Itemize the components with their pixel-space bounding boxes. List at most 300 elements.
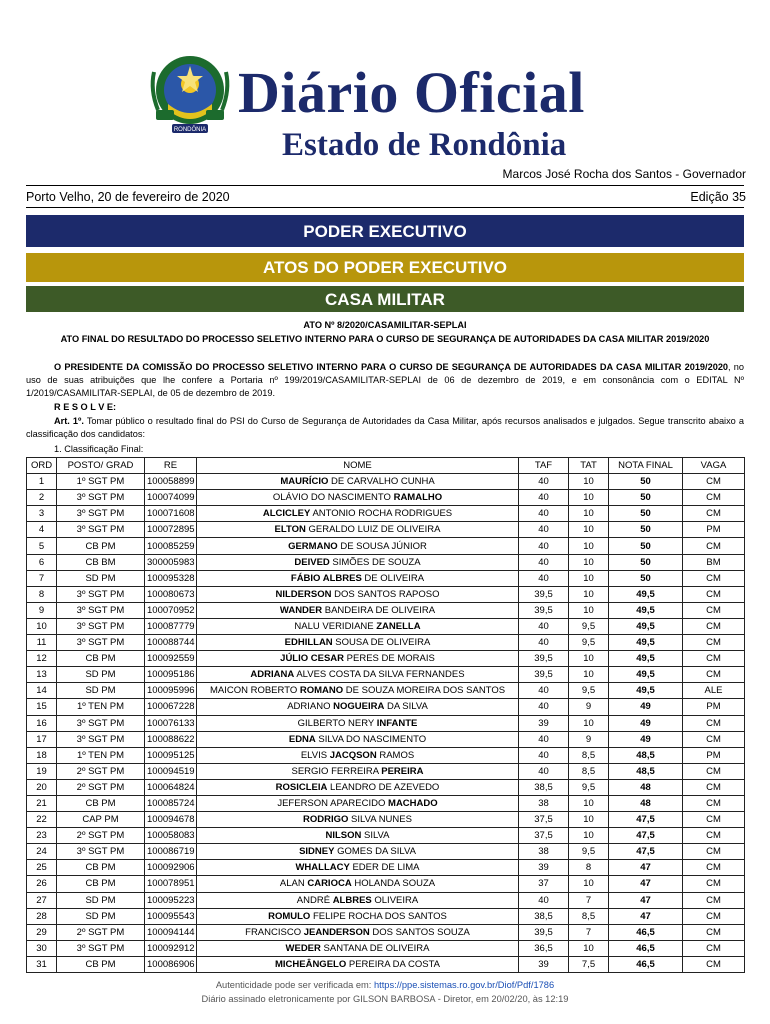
cell-tat: 10	[569, 554, 609, 570]
cell-final: 49,5	[609, 635, 683, 651]
cell-re: 100095186	[145, 667, 197, 683]
name-part-post: DE OLIVEIRA	[361, 572, 425, 584]
act-heading: ATO FINAL DO RESULTADO DO PROCESSO SELETIVO INTERNO PARA O CURSO DE SEGURANÇA DE AUTORIDADES DA CASA MILITAR 2019/2020	[60, 334, 710, 344]
cell-grad: 2º SGT PM	[57, 763, 145, 779]
cell-ord: 11	[27, 635, 57, 651]
cell-grad: 2º SGT PM	[57, 924, 145, 940]
cell-taf: 39	[519, 715, 569, 731]
cell-taf: 40	[519, 731, 569, 747]
cell-final: 49,5	[609, 586, 683, 602]
cell-name	[197, 763, 519, 779]
state-coat-of-arms-icon	[146, 52, 234, 144]
cell-name	[197, 522, 519, 538]
cell-tat: 10	[569, 490, 609, 506]
name-part-bold: ADRIANA	[250, 669, 295, 681]
cell-ord: 24	[27, 844, 57, 860]
cell-grad: 3º SGT PM	[57, 506, 145, 522]
name-part-pre: ANDRÉ	[296, 894, 333, 906]
name-part-bold: ROMANO	[299, 685, 344, 697]
cell-re: 100086719	[145, 844, 197, 860]
name-part-bold: INFANTE	[376, 717, 418, 729]
cell-re: 100071608	[145, 506, 197, 522]
cell-final: 49,5	[609, 618, 683, 634]
header-rule-bottom	[26, 207, 744, 208]
section-band-house: CASA MILITAR	[26, 286, 744, 312]
cell-name	[197, 490, 519, 506]
table-row	[27, 683, 745, 699]
cell-taf: 40	[519, 892, 569, 908]
cell-final: 50	[609, 490, 683, 506]
cell-re: 100095125	[145, 747, 197, 763]
cell-taf: 39,5	[519, 924, 569, 940]
cell-re: 100058083	[145, 828, 197, 844]
table-row	[27, 667, 745, 683]
cell-tat: 10	[569, 651, 609, 667]
cell-tat: 10	[569, 715, 609, 731]
cell-re: 100095223	[145, 892, 197, 908]
cell-grad: 3º SGT PM	[57, 522, 145, 538]
cell-vaga: CM	[683, 956, 745, 972]
name-part-post: ANTONIO ROCHA RODRIGUES	[310, 508, 453, 520]
cell-re: 100094144	[145, 924, 197, 940]
cell-ord: 31	[27, 956, 57, 972]
name-part-pre: ADRIANO	[287, 701, 334, 713]
cell-grad: 3º SGT PM	[57, 940, 145, 956]
cell-taf: 37,5	[519, 828, 569, 844]
header-rule	[26, 185, 744, 186]
cell-tat: 8,5	[569, 747, 609, 763]
name-part-pre: FRANCISCO	[245, 926, 304, 938]
cell-vaga: CM	[683, 651, 745, 667]
name-part-post: DA SILVA	[384, 701, 428, 713]
cell-re: 100094678	[145, 812, 197, 828]
article-label: Art. 1º.	[54, 416, 84, 426]
cell-taf: 40	[519, 683, 569, 699]
cell-name	[197, 506, 519, 522]
newspaper-title: Diário Oficial	[238, 60, 585, 125]
name-part-bold: SIDNEY	[299, 846, 335, 858]
classification-item: 1. Classificação Final:	[54, 444, 144, 454]
col-header-name: NOME	[197, 458, 519, 474]
cell-re: 100085259	[145, 538, 197, 554]
name-part-bold: RAMALHO	[393, 492, 443, 504]
cell-name	[197, 795, 519, 811]
table-row	[27, 828, 745, 844]
cell-tat: 9,5	[569, 618, 609, 634]
cell-taf: 39,5	[519, 586, 569, 602]
name-part-bold: EDHILLAN	[284, 637, 333, 649]
cell-grad: CB PM	[57, 876, 145, 892]
name-part-pre: GILBERTO NERY	[297, 717, 377, 729]
cell-name	[197, 924, 519, 940]
name-part-bold: DEIVED	[294, 556, 330, 568]
cell-re: 100088622	[145, 731, 197, 747]
cell-ord: 17	[27, 731, 57, 747]
table-row	[27, 618, 745, 634]
cell-grad: SD PM	[57, 683, 145, 699]
name-part-bold: ALBRES	[332, 894, 372, 906]
cell-tat: 10	[569, 570, 609, 586]
newspaper-subtitle: Estado de Rondônia	[282, 127, 567, 163]
table-row	[27, 763, 745, 779]
table-row	[27, 940, 745, 956]
cell-ord: 21	[27, 795, 57, 811]
name-part-post: SANTANA DE OLIVEIRA	[320, 942, 430, 954]
cell-grad: 2º SGT PM	[57, 828, 145, 844]
cell-name	[197, 956, 519, 972]
col-header-ord: ORD	[27, 458, 57, 474]
table-row	[27, 715, 745, 731]
table-row	[27, 956, 745, 972]
name-part-pre: JEFERSON APARECIDO	[277, 798, 389, 810]
cell-final: 50	[609, 474, 683, 490]
cell-grad: 1º TEN PM	[57, 699, 145, 715]
table-row	[27, 812, 745, 828]
name-part-bold: MICHEÂNGELO	[274, 958, 347, 970]
cell-final: 46,5	[609, 940, 683, 956]
name-part-pre: ALAN	[279, 878, 308, 890]
cell-grad: SD PM	[57, 892, 145, 908]
cell-name	[197, 715, 519, 731]
cell-vaga: PM	[683, 747, 745, 763]
name-part-post: DOS SANTOS SOUZA	[369, 926, 470, 938]
cell-name	[197, 651, 519, 667]
table-row	[27, 699, 745, 715]
cell-taf: 38	[519, 844, 569, 860]
cell-tat: 10	[569, 538, 609, 554]
table-row	[27, 602, 745, 618]
article-text: Tomar público o resultado final do PSI do Curso de Segurança de Autoridades da Casa Militar, após recursos analisados e julgados. Segue transcrito abaixo a classificação dos candidatos:	[26, 416, 744, 440]
cell-grad: CB PM	[57, 795, 145, 811]
cell-final: 49,5	[609, 667, 683, 683]
cell-final: 47,5	[609, 828, 683, 844]
name-part-post: SILVA	[361, 830, 390, 842]
authenticity-note	[0, 980, 770, 990]
cell-re: 100092559	[145, 651, 197, 667]
cell-final: 47	[609, 892, 683, 908]
name-part-post: DE SOUZA MOREIRA DOS SANTOS	[343, 685, 506, 697]
cell-final: 47	[609, 908, 683, 924]
cell-taf: 38,5	[519, 779, 569, 795]
cell-final: 50	[609, 522, 683, 538]
table-row	[27, 795, 745, 811]
cell-taf: 39,5	[519, 602, 569, 618]
section-band-acts: ATOS DO PODER EXECUTIVO	[26, 253, 744, 282]
name-part-bold: MACHADO	[388, 798, 438, 810]
cell-re: 100058899	[145, 474, 197, 490]
cell-tat: 10	[569, 506, 609, 522]
cell-re: 100072895	[145, 522, 197, 538]
cell-vaga: CM	[683, 908, 745, 924]
cell-ord: 7	[27, 570, 57, 586]
cell-final: 49	[609, 731, 683, 747]
table-row	[27, 860, 745, 876]
col-header-final: NOTA FINAL	[609, 458, 683, 474]
cell-final: 47,5	[609, 844, 683, 860]
cell-name	[197, 667, 519, 683]
cell-grad: 3º SGT PM	[57, 602, 145, 618]
cell-grad: SD PM	[57, 667, 145, 683]
cell-vaga: CM	[683, 474, 745, 490]
cell-vaga: CM	[683, 876, 745, 892]
name-part-post: SILVA NUNES	[348, 814, 412, 826]
cell-ord: 1	[27, 474, 57, 490]
cell-name	[197, 683, 519, 699]
table-row	[27, 892, 745, 908]
cell-ord: 23	[27, 828, 57, 844]
cell-vaga: CM	[683, 763, 745, 779]
cell-tat: 9	[569, 731, 609, 747]
table-row	[27, 908, 745, 924]
name-part-bold: JÚLIO CESAR	[280, 653, 345, 665]
cell-re: 100095543	[145, 908, 197, 924]
cell-tat: 10	[569, 602, 609, 618]
act-preamble	[26, 361, 744, 401]
signature-note: Diário assinado eletronicamente por GILSON BARBOSA - Diretor, em 20/02/20, às 12:19	[201, 994, 569, 1004]
cell-taf: 40	[519, 699, 569, 715]
cell-vaga: CM	[683, 844, 745, 860]
cell-taf: 39	[519, 860, 569, 876]
cell-name	[197, 908, 519, 924]
cell-name	[197, 828, 519, 844]
name-part-bold: JACQSON	[329, 749, 377, 761]
cell-tat: 10	[569, 940, 609, 956]
cell-ord: 29	[27, 924, 57, 940]
cell-vaga: CM	[683, 506, 745, 522]
cell-re: 100092912	[145, 940, 197, 956]
cell-vaga: CM	[683, 924, 745, 940]
cell-vaga: BM	[683, 554, 745, 570]
table-row	[27, 554, 745, 570]
cell-name	[197, 860, 519, 876]
name-part-bold: ELTON	[274, 524, 306, 536]
cell-ord: 19	[27, 763, 57, 779]
table-row	[27, 635, 745, 651]
cell-tat: 9,5	[569, 635, 609, 651]
cell-final: 49	[609, 715, 683, 731]
name-part-bold: WEDER	[285, 942, 321, 954]
preamble-bold: O PRESIDENTE DA COMISSÃO DO PROCESSO SELETIVO INTERNO PARA O CURSO DE SEGURANÇA DE AUTORIDADES DA CASA MILITAR 2019/2020	[54, 362, 729, 372]
cell-final: 47,5	[609, 812, 683, 828]
cell-tat: 8	[569, 860, 609, 876]
cell-re: 100092906	[145, 860, 197, 876]
cell-grad: 3º SGT PM	[57, 490, 145, 506]
cell-grad: CB PM	[57, 860, 145, 876]
cell-name	[197, 699, 519, 715]
cell-taf: 39,5	[519, 667, 569, 683]
classification-table	[26, 457, 745, 973]
table-row	[27, 844, 745, 860]
cell-vaga: CM	[683, 828, 745, 844]
cell-tat: 10	[569, 812, 609, 828]
cell-vaga: CM	[683, 635, 745, 651]
name-part-bold: WANDER	[279, 604, 323, 616]
cell-name	[197, 747, 519, 763]
cell-vaga: CM	[683, 940, 745, 956]
cell-re: 300005983	[145, 554, 197, 570]
cell-grad: 1º SGT PM	[57, 474, 145, 490]
name-part-bold: NILDERSON	[275, 588, 332, 600]
cell-ord: 30	[27, 940, 57, 956]
name-part-bold: RODRIGO	[303, 814, 349, 826]
cell-vaga: CM	[683, 892, 745, 908]
cell-taf: 40	[519, 506, 569, 522]
table-header-row	[27, 458, 745, 474]
cell-ord: 13	[27, 667, 57, 683]
cell-taf: 37	[519, 876, 569, 892]
cell-vaga: CM	[683, 779, 745, 795]
cell-grad: 2º SGT PM	[57, 779, 145, 795]
cell-vaga: CM	[683, 860, 745, 876]
cell-grad: CB BM	[57, 554, 145, 570]
cell-re: 100095996	[145, 683, 197, 699]
cell-re: 100087779	[145, 618, 197, 634]
cell-vaga: CM	[683, 731, 745, 747]
cell-tat: 7	[569, 924, 609, 940]
cell-taf: 40	[519, 763, 569, 779]
cell-name	[197, 554, 519, 570]
cell-tat: 10	[569, 667, 609, 683]
name-part-post: DOS SANTOS RAPOSO	[331, 588, 440, 600]
cell-name	[197, 892, 519, 908]
col-header-grad: POSTO/ GRAD	[57, 458, 145, 474]
resolve-label: R E S O L V E:	[54, 402, 117, 412]
cell-taf: 38	[519, 795, 569, 811]
preamble-text: , no uso de suas atribuições que lhe confere a Portaria nº 199/2019/CASAMILITAR-SEPLAI de 06 de dezembro de 2019, e em consonância com o EDITAL Nº 1/2019/CASAMILITAR-SEPLAI, de 05 de dezembro de 2019.	[26, 362, 745, 399]
cell-re: 100080673	[145, 586, 197, 602]
name-part-bold: MAURÍCIO	[280, 476, 329, 488]
cell-ord: 20	[27, 779, 57, 795]
cell-final: 46,5	[609, 924, 683, 940]
cell-tat: 10	[569, 586, 609, 602]
name-part-pre: ELVIS	[300, 749, 330, 761]
cell-ord: 22	[27, 812, 57, 828]
name-part-bold: NILSON	[325, 830, 362, 842]
name-part-post: PERES DE MORAIS	[344, 653, 435, 665]
cell-vaga: PM	[683, 699, 745, 715]
table-row	[27, 490, 745, 506]
cell-final: 49	[609, 699, 683, 715]
cell-final: 48	[609, 779, 683, 795]
name-part-post: RAMOS	[376, 749, 415, 761]
name-part-post: DE SOUSA JÚNIOR	[337, 540, 427, 552]
cell-taf: 38,5	[519, 908, 569, 924]
cell-tat: 8,5	[569, 763, 609, 779]
table-row	[27, 506, 745, 522]
cell-ord: 18	[27, 747, 57, 763]
cell-taf: 40	[519, 618, 569, 634]
name-part-post: EDER DE LIMA	[349, 862, 420, 874]
cell-ord: 10	[27, 618, 57, 634]
authenticity-prefix: Autenticidade pode ser verificada em:	[215, 980, 374, 990]
name-part-bold: NOGUEIRA	[333, 701, 385, 713]
cell-grad: SD PM	[57, 570, 145, 586]
cell-vaga: PM	[683, 522, 745, 538]
cell-taf: 36,5	[519, 940, 569, 956]
cell-name	[197, 474, 519, 490]
name-part-post: GOMES DA SILVA	[334, 846, 416, 858]
cell-grad: 1º TEN PM	[57, 747, 145, 763]
name-part-post: GERALDO LUIZ DE OLIVEIRA	[305, 524, 441, 536]
cell-grad: 3º SGT PM	[57, 844, 145, 860]
cell-vaga: CM	[683, 538, 745, 554]
cell-tat: 10	[569, 795, 609, 811]
cell-vaga: ALE	[683, 683, 745, 699]
cell-grad: 3º SGT PM	[57, 618, 145, 634]
cell-final: 50	[609, 506, 683, 522]
name-part-pre: NALU VERIDIANE	[294, 620, 377, 632]
cell-tat: 7	[569, 892, 609, 908]
cell-ord: 27	[27, 892, 57, 908]
name-part-post: SILVA DO NASCIMENTO	[315, 733, 427, 745]
name-part-bold: ZANELLA	[376, 620, 421, 632]
name-part-bold: GERMANO	[288, 540, 338, 552]
cell-re: 100095328	[145, 570, 197, 586]
table-row	[27, 876, 745, 892]
cell-re: 100086906	[145, 956, 197, 972]
cell-ord: 8	[27, 586, 57, 602]
authenticity-link[interactable]: https://ppe.sistemas.ro.gov.br/Diof/Pdf/1786	[373, 980, 555, 990]
cell-tat: 9,5	[569, 844, 609, 860]
name-part-pre: OLÁVIO DO NASCIMENTO	[272, 492, 394, 504]
cell-vaga: CM	[683, 570, 745, 586]
cell-re: 100088744	[145, 635, 197, 651]
name-part-post: LEANDRO DE AZEVEDO	[327, 781, 440, 793]
cell-taf: 39	[519, 956, 569, 972]
cell-taf: 40	[519, 747, 569, 763]
col-header-re: RE	[145, 458, 197, 474]
table-row	[27, 586, 745, 602]
cell-grad: SD PM	[57, 908, 145, 924]
name-part-bold: ROSICLEIA	[275, 781, 328, 793]
cell-ord: 3	[27, 506, 57, 522]
cell-taf: 40	[519, 570, 569, 586]
cell-final: 48	[609, 795, 683, 811]
cell-final: 50	[609, 570, 683, 586]
cell-grad: 3º SGT PM	[57, 731, 145, 747]
name-part-bold: JEANDERSON	[303, 926, 370, 938]
cell-taf: 40	[519, 490, 569, 506]
cell-ord: 16	[27, 715, 57, 731]
cell-vaga: CM	[683, 812, 745, 828]
cell-grad: CB PM	[57, 538, 145, 554]
cell-re: 100067228	[145, 699, 197, 715]
name-part-bold: ALCICLEY	[262, 508, 311, 520]
cell-re: 100064824	[145, 779, 197, 795]
cell-name	[197, 635, 519, 651]
svg-text:RONDÔNIA: RONDÔNIA	[173, 127, 207, 133]
name-part-post: HOLANDA SOUZA	[351, 878, 436, 890]
cell-vaga: CM	[683, 618, 745, 634]
cell-grad: CB PM	[57, 956, 145, 972]
cell-final: 48,5	[609, 747, 683, 763]
name-part-post: DE CARVALHO CUNHA	[328, 476, 435, 488]
cell-tat: 9,5	[569, 683, 609, 699]
table-row	[27, 731, 745, 747]
cell-name	[197, 618, 519, 634]
cell-name	[197, 779, 519, 795]
col-header-taf: TAF	[519, 458, 569, 474]
cell-ord: 6	[27, 554, 57, 570]
cell-tat: 10	[569, 828, 609, 844]
cell-ord: 2	[27, 490, 57, 506]
cell-final: 47	[609, 860, 683, 876]
name-part-bold: ROMULO	[268, 910, 311, 922]
cell-final: 49,5	[609, 651, 683, 667]
cell-re: 100078951	[145, 876, 197, 892]
table-row	[27, 747, 745, 763]
cell-name	[197, 844, 519, 860]
